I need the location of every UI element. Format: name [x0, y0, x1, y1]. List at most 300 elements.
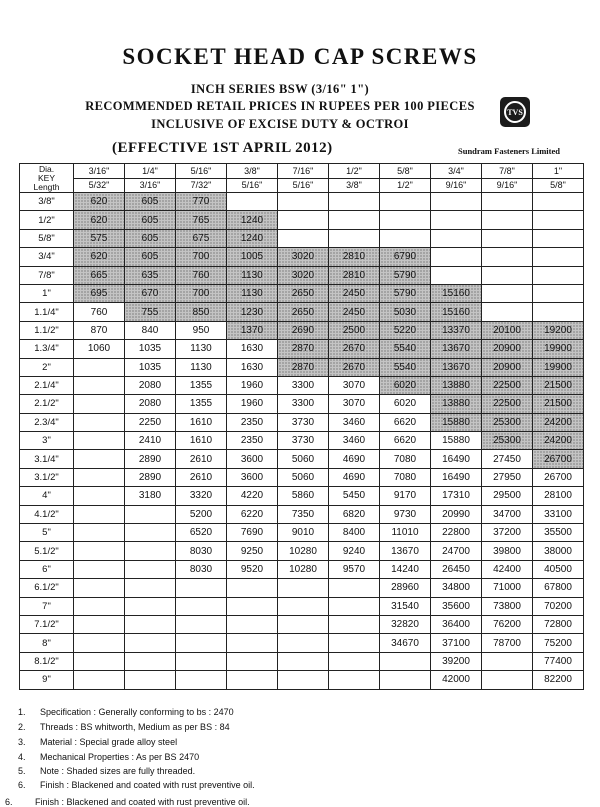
price-cell: 26700	[533, 468, 584, 486]
table-row	[20, 487, 584, 505]
price-cell: 2350	[227, 413, 278, 431]
note-text: Threads : BS whitworth, Medium as per BS : 84	[40, 722, 230, 732]
length-label: 4"	[20, 487, 74, 505]
price-cell: 28100	[533, 487, 584, 505]
price-cell: 2890	[125, 468, 176, 486]
price-cell: 10280	[278, 542, 329, 560]
diameter-header: 3/16"	[74, 164, 125, 179]
price-cell: 39800	[482, 542, 533, 560]
price-cell	[278, 211, 329, 229]
price-cell	[176, 597, 227, 615]
price-cell: 1960	[227, 376, 278, 394]
price-cell: 9520	[227, 560, 278, 578]
price-cell	[278, 671, 329, 689]
price-cell: 34700	[482, 505, 533, 523]
length-label: 2.3/4"	[20, 413, 74, 431]
price-cell: 36400	[431, 615, 482, 633]
price-cell: 20100	[482, 321, 533, 339]
price-cell: 40500	[533, 560, 584, 578]
price-cell	[125, 634, 176, 652]
price-cell: 5790	[380, 284, 431, 302]
key-header: 9/16"	[482, 179, 533, 193]
price-cell	[176, 652, 227, 670]
price-cell: 20900	[482, 340, 533, 358]
table-row	[20, 248, 584, 266]
price-cell	[482, 303, 533, 321]
price-cell: 34800	[431, 579, 482, 597]
price-cell	[482, 193, 533, 211]
length-label: 5.1/2"	[20, 542, 74, 560]
price-cell: 33100	[533, 505, 584, 523]
price-cell: 5450	[329, 487, 380, 505]
length-label: 1"	[20, 284, 74, 302]
note-text: Material : Special grade alloy steel	[40, 737, 178, 747]
price-cell: 19900	[533, 340, 584, 358]
price-cell	[227, 652, 278, 670]
price-cell	[482, 248, 533, 266]
price-cell: 2080	[125, 395, 176, 413]
price-cell: 26700	[533, 450, 584, 468]
price-cell	[278, 193, 329, 211]
company-name: Sundram Fasteners Limited	[458, 146, 560, 156]
price-cell: 3020	[278, 248, 329, 266]
price-cell: 605	[125, 248, 176, 266]
length-label: 3"	[20, 432, 74, 450]
diameter-header: 5/8"	[380, 164, 431, 179]
note-number: 2.	[18, 722, 26, 732]
price-cell: 1355	[176, 395, 227, 413]
price-cell	[431, 266, 482, 284]
price-cell: 3460	[329, 413, 380, 431]
price-cell	[74, 597, 125, 615]
price-cell	[125, 579, 176, 597]
key-header: 7/32"	[176, 179, 227, 193]
length-label: 3.1/4"	[20, 450, 74, 468]
corner-length: Length	[33, 181, 60, 192]
price-table	[19, 163, 584, 690]
price-cell: 4220	[227, 487, 278, 505]
price-cell	[74, 376, 125, 394]
price-cell: 3730	[278, 432, 329, 450]
length-label: 9"	[20, 671, 74, 689]
price-cell	[278, 615, 329, 633]
price-cell	[278, 634, 329, 652]
price-cell: 5220	[380, 321, 431, 339]
note-number: 1.	[18, 707, 26, 717]
price-cell	[74, 432, 125, 450]
price-cell: 42400	[482, 560, 533, 578]
price-cell	[125, 505, 176, 523]
price-cell: 7080	[380, 468, 431, 486]
price-cell: 29500	[482, 487, 533, 505]
price-cell: 6220	[227, 505, 278, 523]
price-cell	[329, 634, 380, 652]
price-table-header	[20, 164, 584, 193]
price-cell	[482, 211, 533, 229]
price-cell	[227, 615, 278, 633]
price-cell	[74, 413, 125, 431]
price-cell: 3320	[176, 487, 227, 505]
price-cell: 2670	[329, 340, 380, 358]
price-cell	[329, 211, 380, 229]
table-row	[20, 615, 584, 633]
diameter-header: 1/4"	[125, 164, 176, 179]
table-row	[20, 560, 584, 578]
price-cell	[533, 248, 584, 266]
price-cell: 6020	[380, 376, 431, 394]
length-label: 3/4"	[20, 248, 74, 266]
price-cell: 1060	[74, 340, 125, 358]
price-cell: 5540	[380, 358, 431, 376]
price-cell: 6820	[329, 505, 380, 523]
price-cell	[125, 597, 176, 615]
price-cell: 22500	[482, 395, 533, 413]
table-row	[20, 211, 584, 229]
table-row	[20, 193, 584, 211]
price-cell: 620	[74, 248, 125, 266]
length-label: 1.1/4"	[20, 303, 74, 321]
price-cell: 5790	[380, 266, 431, 284]
price-cell	[380, 229, 431, 247]
table-row	[20, 229, 584, 247]
price-cell: 7080	[380, 450, 431, 468]
price-cell: 75200	[533, 634, 584, 652]
price-cell	[74, 671, 125, 689]
price-cell: 2650	[278, 284, 329, 302]
price-cell: 39200	[431, 652, 482, 670]
price-cell: 76200	[482, 615, 533, 633]
length-label: 6.1/2"	[20, 579, 74, 597]
price-cell: 6020	[380, 395, 431, 413]
price-cell: 27950	[482, 468, 533, 486]
price-cell	[74, 468, 125, 486]
price-cell: 6520	[176, 524, 227, 542]
price-cell	[74, 579, 125, 597]
table-row	[20, 524, 584, 542]
length-label: 1/2"	[20, 211, 74, 229]
price-cell: 2450	[329, 284, 380, 302]
price-cell: 5540	[380, 340, 431, 358]
price-cell: 21500	[533, 395, 584, 413]
key-header: 3/16"	[125, 179, 176, 193]
price-cell: 670	[125, 284, 176, 302]
length-label: 1.3/4"	[20, 340, 74, 358]
length-label: 2.1/2"	[20, 395, 74, 413]
price-cell	[278, 579, 329, 597]
price-cell: 5060	[278, 450, 329, 468]
price-cell: 1035	[125, 358, 176, 376]
note-number: 6.	[5, 797, 13, 807]
price-cell	[482, 266, 533, 284]
length-label: 2.1/4"	[20, 376, 74, 394]
diameter-header: 7/16"	[278, 164, 329, 179]
note-number: 4.	[18, 752, 26, 762]
table-row	[20, 321, 584, 339]
subtitle-series: INCH SERIES BSW (3/16" 1")	[190, 82, 370, 96]
price-cell: 2500	[329, 321, 380, 339]
price-cell: 82200	[533, 671, 584, 689]
price-cell: 2870	[278, 340, 329, 358]
price-cell: 9170	[380, 487, 431, 505]
price-cell	[227, 193, 278, 211]
price-cell: 1035	[125, 340, 176, 358]
price-cell: 2410	[125, 432, 176, 450]
price-cell: 1240	[227, 229, 278, 247]
diameter-header: 1"	[533, 164, 584, 179]
price-cell	[380, 193, 431, 211]
price-cell: 20990	[431, 505, 482, 523]
price-cell: 13670	[380, 542, 431, 560]
price-cell: 4690	[329, 468, 380, 486]
price-cell: 8030	[176, 542, 227, 560]
table-row	[20, 505, 584, 523]
price-cell: 605	[125, 193, 176, 211]
price-cell: 1130	[176, 358, 227, 376]
price-cell: 675	[176, 229, 227, 247]
price-cell: 9730	[380, 505, 431, 523]
length-label: 7/8"	[20, 266, 74, 284]
price-cell: 1630	[227, 358, 278, 376]
length-label: 2"	[20, 358, 74, 376]
price-cell: 15160	[431, 284, 482, 302]
price-cell: 6790	[380, 248, 431, 266]
price-cell	[533, 229, 584, 247]
price-cell	[431, 193, 482, 211]
price-cell: 8030	[176, 560, 227, 578]
price-cell: 2810	[329, 248, 380, 266]
price-cell: 1130	[227, 284, 278, 302]
table-row	[20, 652, 584, 670]
price-cell: 28960	[380, 579, 431, 597]
table-row	[20, 340, 584, 358]
price-cell: 67800	[533, 579, 584, 597]
page-title: SOCKET HEAD CAP SCREWS	[122, 44, 478, 69]
table-row	[20, 634, 584, 652]
price-cell: 3020	[278, 266, 329, 284]
price-cell	[533, 266, 584, 284]
table-row	[20, 358, 584, 376]
diameter-header: 1/2"	[329, 164, 380, 179]
price-cell: 15880	[431, 413, 482, 431]
key-header: 3/8"	[329, 179, 380, 193]
price-cell	[74, 615, 125, 633]
price-cell: 2080	[125, 376, 176, 394]
price-cell: 19900	[533, 358, 584, 376]
key-header: 5/16"	[278, 179, 329, 193]
price-cell: 870	[74, 321, 125, 339]
price-cell: 3070	[329, 376, 380, 394]
length-label: 5/8"	[20, 229, 74, 247]
price-cell: 35500	[533, 524, 584, 542]
diameter-header: 3/4"	[431, 164, 482, 179]
price-cell: 665	[74, 266, 125, 284]
price-cell: 34670	[380, 634, 431, 652]
length-label: 8"	[20, 634, 74, 652]
note-text: Finish : Blackened and coated with rust preventive oil.	[40, 780, 255, 790]
diameter-header: 5/16"	[176, 164, 227, 179]
price-cell	[74, 395, 125, 413]
price-cell	[329, 229, 380, 247]
price-cell: 2870	[278, 358, 329, 376]
price-cell: 765	[176, 211, 227, 229]
price-cell: 695	[74, 284, 125, 302]
length-label: 3.1/2"	[20, 468, 74, 486]
note-number: 3.	[18, 737, 26, 747]
price-cell: 13670	[431, 358, 482, 376]
tvs-logo	[500, 97, 530, 127]
price-cell: 700	[176, 248, 227, 266]
price-cell: 3460	[329, 432, 380, 450]
length-label: 7.1/2"	[20, 615, 74, 633]
price-cell: 15160	[431, 303, 482, 321]
price-cell	[176, 671, 227, 689]
price-cell	[74, 524, 125, 542]
price-cell	[431, 229, 482, 247]
price-cell: 16490	[431, 450, 482, 468]
price-cell: 1130	[227, 266, 278, 284]
price-cell: 755	[125, 303, 176, 321]
price-cell: 17310	[431, 487, 482, 505]
price-cell: 1355	[176, 376, 227, 394]
price-cell: 1130	[176, 340, 227, 358]
price-cell	[482, 284, 533, 302]
price-cell	[227, 634, 278, 652]
price-cell: 25300	[482, 432, 533, 450]
price-cell: 840	[125, 321, 176, 339]
price-cell	[380, 211, 431, 229]
price-cell: 6620	[380, 432, 431, 450]
price-cell	[329, 615, 380, 633]
price-cell: 21500	[533, 376, 584, 394]
price-cell: 72800	[533, 615, 584, 633]
price-cell	[380, 652, 431, 670]
price-cell	[380, 671, 431, 689]
diameter-header: 3/8"	[227, 164, 278, 179]
price-cell	[125, 615, 176, 633]
price-cell: 3070	[329, 395, 380, 413]
price-cell: 1240	[227, 211, 278, 229]
price-cell: 2450	[329, 303, 380, 321]
price-cell: 3600	[227, 450, 278, 468]
price-cell	[125, 671, 176, 689]
subtitle-inclusive: INCLUSIVE OF EXCISE DUTY & OCTROI	[151, 117, 409, 131]
price-cell: 9010	[278, 524, 329, 542]
price-cell: 31540	[380, 597, 431, 615]
table-row	[20, 266, 584, 284]
price-cell: 37200	[482, 524, 533, 542]
price-cell: 5860	[278, 487, 329, 505]
price-cell	[74, 505, 125, 523]
price-cell: 24700	[431, 542, 482, 560]
price-cell: 15880	[431, 432, 482, 450]
table-row	[20, 468, 584, 486]
price-cell	[176, 634, 227, 652]
note-text: Specification : Generally conforming to bs : 2470	[40, 707, 234, 717]
price-cell: 2610	[176, 450, 227, 468]
price-cell: 24200	[533, 413, 584, 431]
price-cell: 22500	[482, 376, 533, 394]
price-cell: 8400	[329, 524, 380, 542]
table-row	[20, 413, 584, 431]
price-cell: 605	[125, 229, 176, 247]
table-row	[20, 432, 584, 450]
price-cell: 2670	[329, 358, 380, 376]
price-cell: 3730	[278, 413, 329, 431]
price-cell: 9240	[329, 542, 380, 560]
price-cell: 2810	[329, 266, 380, 284]
price-cell	[125, 652, 176, 670]
price-cell: 635	[125, 266, 176, 284]
price-cell: 13670	[431, 340, 482, 358]
price-cell: 2890	[125, 450, 176, 468]
price-cell: 1960	[227, 395, 278, 413]
price-cell: 13880	[431, 376, 482, 394]
price-cell	[74, 652, 125, 670]
price-cell: 5060	[278, 468, 329, 486]
price-cell: 605	[125, 211, 176, 229]
price-cell: 950	[176, 321, 227, 339]
price-cell: 22800	[431, 524, 482, 542]
corner-key: KEY	[37, 172, 55, 183]
length-label: 6"	[20, 560, 74, 578]
price-cell: 760	[74, 303, 125, 321]
price-cell	[176, 579, 227, 597]
price-cell: 35600	[431, 597, 482, 615]
price-cell	[176, 615, 227, 633]
price-cell	[482, 652, 533, 670]
price-cell: 1630	[227, 340, 278, 358]
note-number: 6.	[18, 780, 26, 790]
price-cell: 5200	[176, 505, 227, 523]
price-cell: 26450	[431, 560, 482, 578]
price-cell: 1005	[227, 248, 278, 266]
price-cell: 620	[74, 211, 125, 229]
price-cell: 6620	[380, 413, 431, 431]
length-label: 8.1/2"	[20, 652, 74, 670]
price-cell: 2650	[278, 303, 329, 321]
price-cell	[278, 597, 329, 615]
price-cell	[74, 560, 125, 578]
length-label: 1.1/2"	[20, 321, 74, 339]
subtitle-prices: RECOMMENDED RETAIL PRICES IN RUPEES PER 100 PIECES	[85, 99, 475, 113]
price-cell: 77400	[533, 652, 584, 670]
table-row	[20, 450, 584, 468]
length-label: 7"	[20, 597, 74, 615]
price-cell	[278, 652, 329, 670]
price-cell: 71000	[482, 579, 533, 597]
price-cell: 10280	[278, 560, 329, 578]
price-cell: 19200	[533, 321, 584, 339]
key-header: 1/2"	[380, 179, 431, 193]
table-row	[20, 579, 584, 597]
length-label: 4.1/2"	[20, 505, 74, 523]
table-row	[20, 671, 584, 689]
price-cell: 770	[176, 193, 227, 211]
price-cell: 27450	[482, 450, 533, 468]
diameter-header: 7/8"	[482, 164, 533, 179]
corner-header	[20, 164, 74, 193]
price-cell: 1610	[176, 413, 227, 431]
price-cell	[431, 248, 482, 266]
price-cell: 13370	[431, 321, 482, 339]
price-cell: 2350	[227, 432, 278, 450]
price-cell	[329, 652, 380, 670]
key-header: 5/16"	[227, 179, 278, 193]
price-cell	[227, 579, 278, 597]
price-cell	[74, 450, 125, 468]
logo-text: TVS	[504, 101, 526, 123]
price-cell: 620	[74, 193, 125, 211]
